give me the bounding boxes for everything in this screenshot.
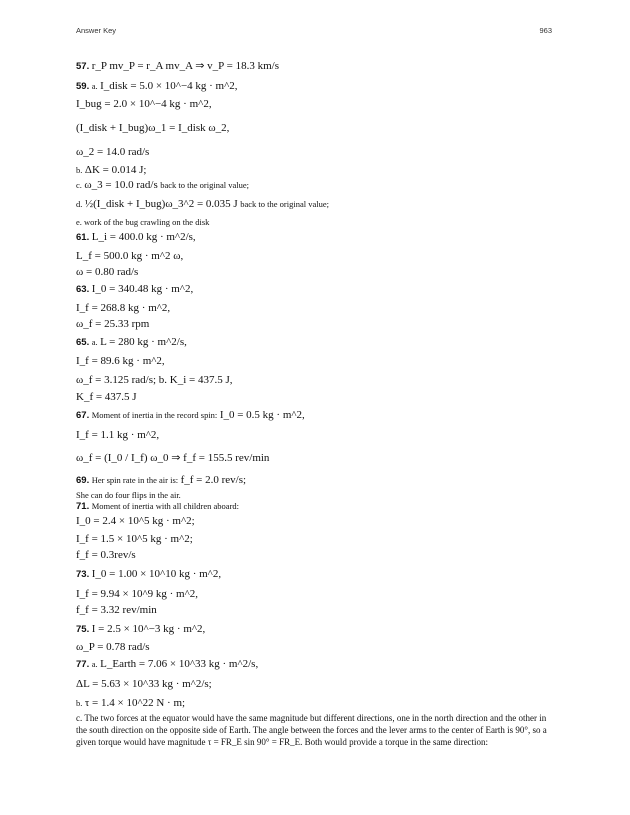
- answer-line: L_f = 500.0 kg · m^2 ω,: [76, 250, 184, 262]
- running-header-title: Answer Key: [76, 26, 117, 35]
- answer-line: ΔL = 5.63 × 10^33 kg · m^2/s;: [76, 678, 212, 690]
- answer-line: 63. I_0 = 340.48 kg · m^2,: [76, 283, 194, 295]
- answer-line: 77. a. L_Earth = 7.06 × 10^33 kg · m^2/s,: [76, 658, 259, 670]
- answer-line: ω_f = 25.33 rpm: [76, 318, 150, 330]
- answer-line: b. τ = 1.4 × 10^22 N · m;: [76, 697, 186, 709]
- answer-line: I_f = 1.5 × 10^5 kg · m^2;: [76, 533, 193, 545]
- answer-line: d. ½(I_disk + I_bug)ω_3^2 = 0.035 J back to the original value;: [76, 198, 329, 210]
- answer-line: 67. Moment of inertia in the record spin: I_0 = 0.5 kg · m^2,: [76, 409, 305, 421]
- answer-line: c. ω_3 = 10.0 rad/s back to the original value;: [76, 179, 249, 191]
- answer-line: I_f = 1.1 kg · m^2,: [76, 429, 160, 441]
- answer-77c-paragraph: c. The two forces at the equator would have the same magnitude but different directions, one in the north direction and the other in the south direction on the opposite side of Earth. The angle between the forces and the lever arms to the center of Earth is 90°, so a given torque would have magnitude τ = FR_E sin 90° = FR_E. Both would provide a torque in the same direction:: [76, 713, 547, 747]
- answer-line: I_f = 268.8 kg · m^2,: [76, 302, 171, 314]
- answer-line: (I_disk + I_bug)ω_1 = I_disk ω_2,: [76, 122, 230, 134]
- answer-line: I_0 = 2.4 × 10^5 kg · m^2;: [76, 515, 195, 527]
- answer-line: 61. L_i = 400.0 kg · m^2/s,: [76, 231, 196, 243]
- answer-line: b. ΔK = 0.014 J;: [76, 164, 147, 176]
- answer-line: 75. I = 2.5 × 10^−3 kg · m^2,: [76, 623, 206, 635]
- page-number: 963: [539, 26, 552, 35]
- answer-line: ω_f = 3.125 rad/s; b. K_i = 437.5 J,: [76, 374, 233, 386]
- answer-line: 69. Her spin rate in the air is: f_f = 2.0 rev/s;: [76, 474, 247, 486]
- answer-line: K_f = 437.5 J: [76, 391, 137, 403]
- answer-line: She can do four flips in the air.: [76, 490, 181, 500]
- answer-line: 65. a. L = 280 kg · m^2/s,: [76, 336, 187, 348]
- answer-line: ω_2 = 14.0 rad/s: [76, 146, 150, 158]
- answer-line: e. work of the bug crawling on the disk: [76, 217, 210, 227]
- answer-line: ω = 0.80 rad/s: [76, 266, 139, 278]
- answer-line: 57. r_P mv_P = r_A mv_A ⇒ v_P = 18.3 km/s: [76, 60, 279, 72]
- answer-line: I_bug = 2.0 × 10^−4 kg · m^2,: [76, 98, 212, 110]
- answer-line: ω_f = (I_0 / I_f) ω_0 ⇒ f_f = 155.5 rev/min: [76, 452, 270, 464]
- answer-line: I_f = 9.94 × 10^9 kg · m^2,: [76, 588, 199, 600]
- answer-line: 59. a. I_disk = 5.0 × 10^−4 kg · m^2,: [76, 80, 238, 92]
- answer-line: ω_P = 0.78 rad/s: [76, 641, 150, 653]
- answer-line: f_f = 3.32 rev/min: [76, 604, 157, 616]
- answer-line: 73. I_0 = 1.00 × 10^10 kg · m^2,: [76, 568, 222, 580]
- answer-line: I_f = 89.6 kg · m^2,: [76, 355, 165, 367]
- answer-line: f_f = 0.3rev/s: [76, 549, 136, 561]
- answer-line: 71. Moment of inertia with all children aboard:: [76, 501, 240, 512]
